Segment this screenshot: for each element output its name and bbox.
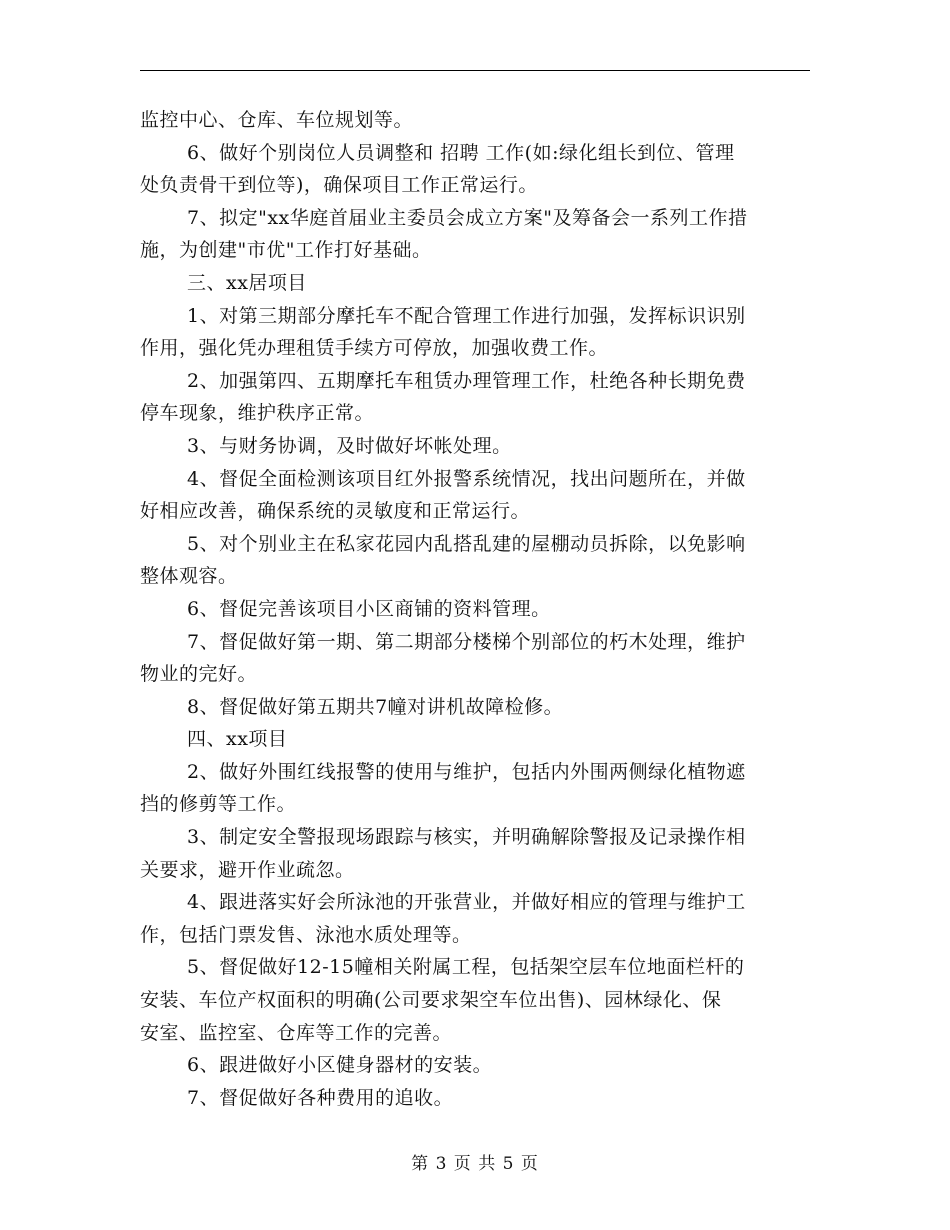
text-line: 处负责骨干到位等)，确保项目工作正常运行。 bbox=[140, 174, 538, 197]
text-line: 停车现象，维护秩序正常。 bbox=[140, 402, 375, 425]
text-line: 挡的修剪等工作。 bbox=[140, 793, 297, 816]
text-line: 整体观容。 bbox=[140, 565, 238, 588]
text-line: 2、做好外围红线报警的使用与维护，包括内外围两侧绿化植物遮 bbox=[187, 760, 746, 783]
text-line: 安装、车位产权面积的明确(公司要求架空车位出售)、园林绿化、保 bbox=[140, 989, 722, 1012]
text-line: 2、加强第四、五期摩托车租赁办理管理工作，杜绝各种长期免费 bbox=[187, 369, 746, 392]
text-line: 作用，强化凭办理租赁手续方可停放，加强收费工作。 bbox=[140, 337, 609, 360]
text-line: 7、拟定"xx华庭首届业主委员会成立方案"及筹备会一系列工作措 bbox=[187, 206, 748, 229]
text-line: 7、督促做好各种费用的追收。 bbox=[187, 1086, 454, 1109]
section-heading: 三、xx居项目 bbox=[187, 271, 307, 294]
text-line: 施，为创建"市优"工作打好基础。 bbox=[140, 239, 432, 262]
text-line: 5、对个别业主在私家花园内乱搭乱建的屋棚动员拆除，以免影响 bbox=[187, 532, 746, 555]
document-body bbox=[140, 104, 810, 1114]
text-line: 作，包括门票发售、泳池水质处理等。 bbox=[140, 923, 472, 946]
section-heading: 四、xx项目 bbox=[187, 728, 288, 751]
text-line: 5、督促做好12-15幢相关附属工程，包括架空层车位地面栏杆的 bbox=[187, 956, 745, 979]
header-rule bbox=[140, 70, 810, 71]
text-line: 好相应改善，确保系统的灵敏度和正常运行。 bbox=[140, 500, 531, 523]
text-line: 7、督促做好第一期、第二期部分楼梯个别部位的朽木处理，维护 bbox=[187, 630, 746, 653]
text-line: 安室、监控室、仓库等工作的完善。 bbox=[140, 1021, 453, 1044]
page-number-footer: 第 3 页 共 5 页 bbox=[411, 1154, 539, 1174]
text-line: 4、督促全面检测该项目红外报警系统情况，找出问题所在，并做 bbox=[187, 467, 746, 490]
text-line: 6、督促完善该项目小区商铺的资料管理。 bbox=[187, 597, 551, 620]
text-line: 3、与财务协调，及时做好坏帐处理。 bbox=[187, 434, 512, 457]
text-line: 3、制定安全警报现场跟踪与核实，并明确解除警报及记录操作相 bbox=[187, 826, 746, 849]
text-line: 8、督促做好第五期共7幢对讲机故障检修。 bbox=[187, 695, 564, 718]
text-line: 6、做好个别岗位人员调整和 招聘 工作(如:绿化组长到位、管理 bbox=[187, 141, 735, 164]
text-line: 6、跟进做好小区健身器材的安装。 bbox=[187, 1054, 493, 1077]
text-line: 关要求，避开作业疏忽。 bbox=[140, 858, 355, 881]
text-line: 监控中心、仓库、车位规划等。 bbox=[140, 109, 414, 131]
text-line: 1、对第三期部分摩托车不配合管理工作进行加强，发挥标识识别 bbox=[187, 304, 746, 327]
text-line: 物业的完好。 bbox=[140, 663, 258, 686]
text-line: 4、跟进落实好会所泳池的开张营业，并做好相应的管理与维护工 bbox=[187, 891, 746, 914]
